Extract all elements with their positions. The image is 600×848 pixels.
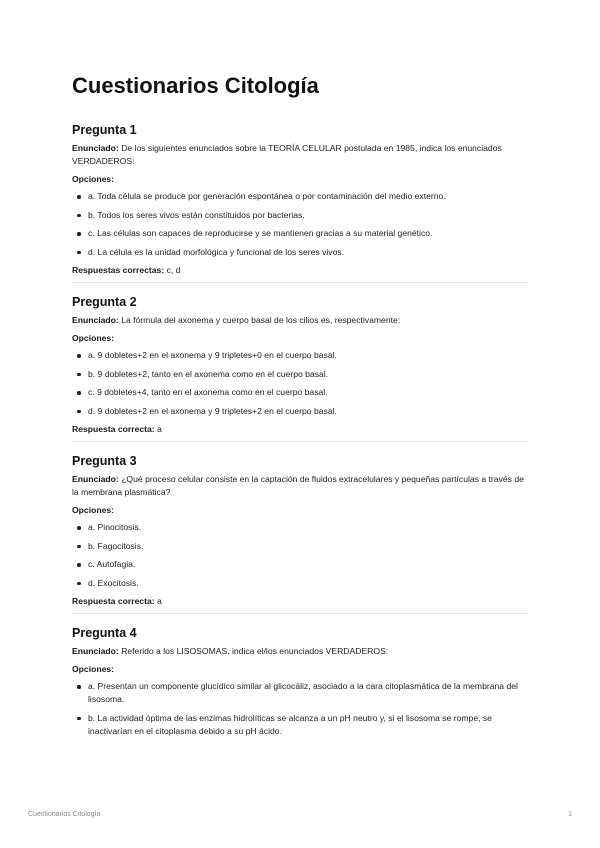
statement-text: La fórmula del axonema y cuerpo basal de los cilios es, respectivamente: [121,315,401,325]
option-item: b. La actividad óptima de las enzimas hidrolíticas se alcanza a un pH neutro y, si el lisosoma se rompe, se inactivarían en el citoplasma debido a su pH ácido. [72,712,528,738]
options-list [72,349,528,418]
options-label: Opciones: [72,505,115,515]
section-divider [72,282,528,283]
footer-title: Cuestionarios Citología [28,811,101,818]
correct-answer [72,264,528,277]
options-list [72,521,528,590]
option-item: b. Fagocitosis. [72,540,528,553]
page-footer [28,811,572,818]
question-title: Pregunta 3 [72,454,137,468]
question-statement [72,142,528,168]
document-page [72,72,528,743]
statement-label: Enunciado: [72,646,119,656]
options-list [72,680,528,738]
answer-value: a [157,596,162,606]
section-divider [72,613,528,614]
question-statement [72,314,528,327]
options-label: Opciones: [72,664,115,674]
answer-value: c, d [166,265,181,275]
option-item: a. 9 dobletes+2 en el axonema y 9 tripletes+0 en el cuerpo basal. [72,349,528,362]
statement-text: De los siguientes enunciados sobre la TEORÍA CELULAR postulada en 1985, indica los enunciados VERDADEROS: [72,143,502,166]
question-statement [72,645,528,658]
correct-answer [72,423,528,436]
page-number: 1 [568,811,572,818]
option-item: b. Todos los seres vivos están constituidos por bacterias. [72,209,528,222]
question-title: Pregunta 1 [72,123,137,137]
options-label: Opciones: [72,333,115,343]
answer-value: a [157,424,162,434]
option-item: a. Presentan un componente glucídico similar al glicocáliz, asociado a la cara citoplasmática de la membrana del lisosoma. [72,680,528,706]
question-3 [72,453,528,614]
option-item: d. La célula es la unidad morfológica y funcional de los seres vivos. [72,246,528,259]
question-4 [72,625,528,738]
question-1 [72,122,528,283]
option-item: d. Exocitosis. [72,577,528,590]
answer-label: Respuesta correcta: [72,596,155,606]
statement-text: Referido a los LISOSOMAS, indica el/los enunciados VERDADEROS: [121,646,389,656]
question-title: Pregunta 4 [72,626,137,640]
section-divider [72,441,528,442]
statement-text: ¿Qué proceso celular consiste en la captación de fluidos extracelulares y pequeñas partículas a través de la membrana plasmática? [72,474,524,497]
options-list [72,190,528,259]
option-item: c. Autofagia. [72,558,528,571]
question-statement [72,473,528,499]
statement-label: Enunciado: [72,315,119,325]
page-title: Cuestionarios Citología [72,73,319,98]
correct-answer [72,595,528,608]
answer-label: Respuestas correctas: [72,265,165,275]
option-item: c. Las células son capaces de reproducirse y se mantienen gracias a su material genético. [72,227,528,240]
statement-label: Enunciado: [72,143,119,153]
question-title: Pregunta 2 [72,295,137,309]
option-item: a. Toda célula se produce por generación espontánea o por contaminación del medio externo. [72,190,528,203]
option-item: a. Pinocitosis. [72,521,528,534]
option-item: c. 9 dobletes+4, tanto en el axonema como en el cuerpo basal. [72,386,528,399]
statement-label: Enunciado: [72,474,119,484]
option-item: d. 9 dobletes+2 en el axonema y 9 tripletes+2 en el cuerpo basal. [72,405,528,418]
question-2 [72,294,528,442]
answer-label: Respuesta correcta: [72,424,155,434]
options-label: Opciones: [72,174,115,184]
option-item: b. 9 dobletes+2, tanto en el axonema como en el cuerpo basal. [72,368,528,381]
